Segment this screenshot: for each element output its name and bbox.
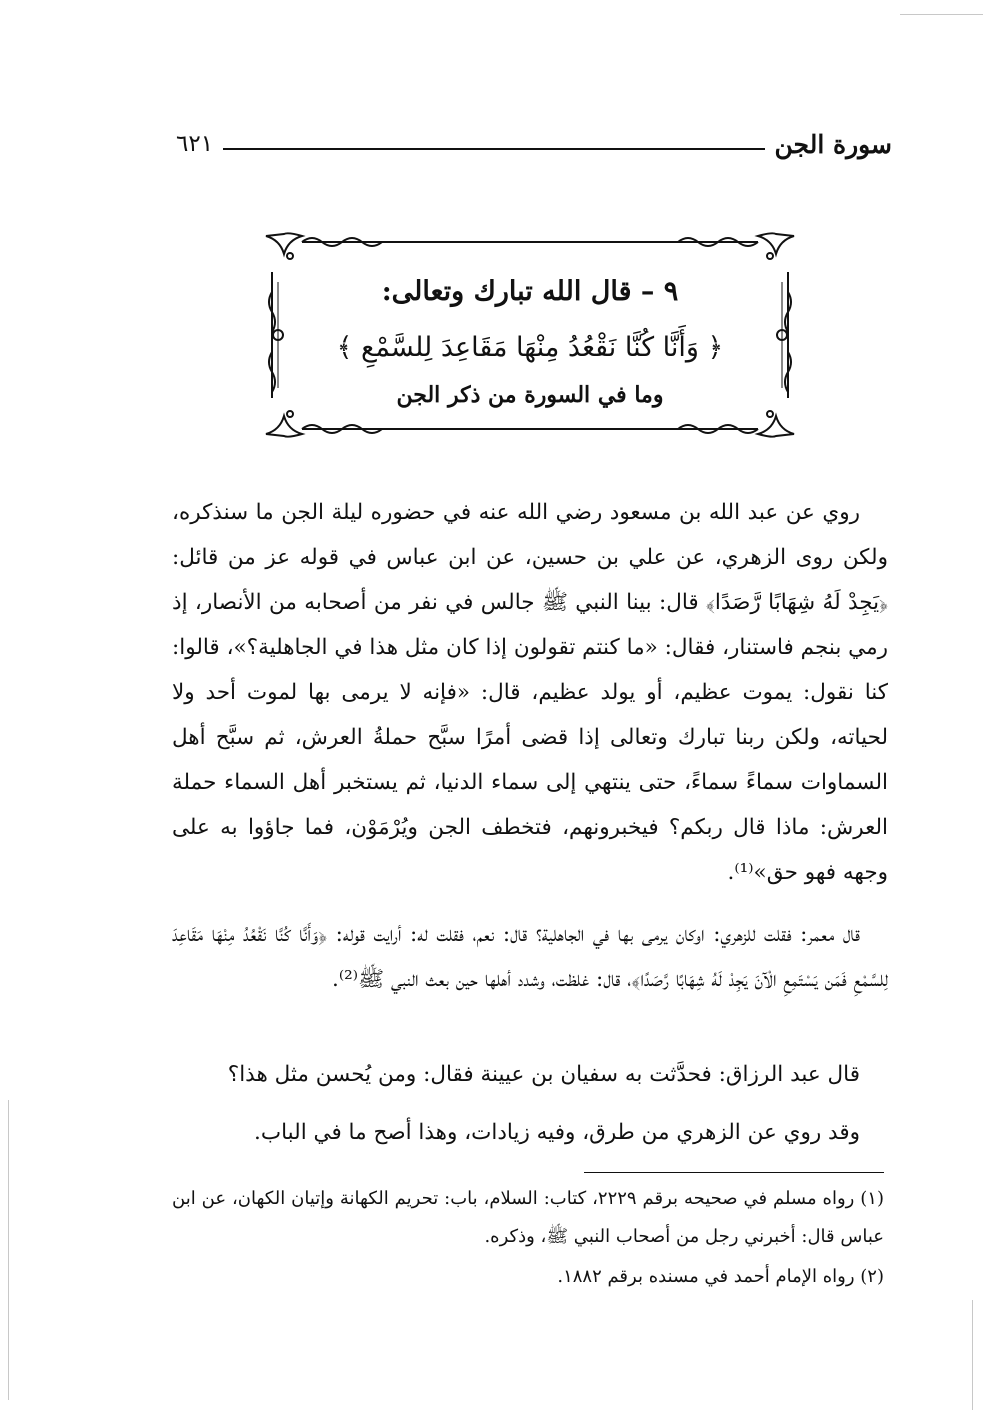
chapter-subheading: وما في السورة من ذكر الجن [396,382,664,408]
page-header [176,124,892,164]
chapter-frame [262,232,798,438]
scan-edge-right [972,1300,973,1410]
body-paragraph-1 [172,490,888,895]
paragraph-text: وقد روي عن الزهري من طرق، وفيه زيادات، وهذا أصح ما في الباب. [254,1120,860,1145]
sura-title: سورة الجن [774,129,892,159]
paragraph-text: قال معمر: فقلت للزهري: اوكان يرمى بها في الجاهلية؟ قال: نعم، فقلت له: أرايت قوله: ﴿وَأَنَّا كُنَّا نَقْعُدُ مِنْهَا مَقَاعِدَ لِلسَّمْعِ فَمَن يَسْتَمِعِ الْآنَ يَجِدْ لَهُ شِهَابًا رَّصَدًا﴾، قال: غلظت، وشدد أهلها حين بعث النبي ﷺ⁽²⁾. [172,922,888,992]
quran-verse: ﴿ وَأَنَّا كُنَّا نَقْعُدُ مِنْهَا مَقَاعِدَ لِلسَّمْعِ ﴾ [336,332,724,363]
scan-edge-left [8,1100,9,1400]
page-number: ٦٢١ [176,131,214,157]
paragraph-text: روي عن عبد الله بن مسعود رضي الله عنه في حضوره ليلة الجن ما سنذكره، ولكن روى الزهري، عن علي بن حسين، عن ابن عباس في قوله عز من قائل: ﴿يَجِدْ لَهُ شِهَابًا رَّصَدًا﴾ قال: بينا النبي ﷺ جالس في نفر من أصحابه من الأنصار، إذ رمي بنجم فاستنار، فقال: «ما كنتم تقولون إذا كان مثل هذا في الجاهلية؟»، قالوا: كنا نقول: يموت عظيم، أو يولد عظيم، قال: «فإنه لا يرمى بها لموت أحد ولا لحياته، ولكن ربنا تبارك وتعالى إذا قضى أمرًا سبَّح حملةُ العرش، ثم سبَّح أهل السماوات سماءً سماءً، حتى ينتهي إلى سماء الدنيا، ثم يستخبر أهل السماء حملة العرش: ماذا قال ربكم؟ فيخبرونهم، فتخطف الجن ويُرْمَوْن، فما جاؤوا به على وجهه فهو حق»⁽¹⁾. [172,500,888,885]
body-paragraph-3 [172,1052,888,1097]
footnote-separator [584,1172,884,1173]
header-rule [223,148,764,150]
chapter-heading: ٩ – قال الله تبارك وتعالى: [381,276,679,307]
footnote-2: (٢) رواه الإمام أحمد في مسنده برقم ١٨٨٢. [557,1266,884,1287]
paragraph-text: قال عبد الرزاق: فحدَّثت به سفيان بن عيينة فقال: ومن يُحسن مثل هذا؟ [227,1062,860,1087]
scan-edge-top [900,14,983,15]
body-paragraph-2 [172,912,888,1002]
footnote-1: (١) رواه مسلم في صحيحه برقم ٢٢٢٩، كتاب: السلام، باب: تحريم الكهانة وإتيان الكهان، عن ابن عباس قال: أخبرني رجل من أصحاب النبي ﷺ، وذكره. [172,1188,884,1247]
frame-text [302,232,758,438]
body-paragraph-4 [172,1110,888,1155]
footnotes [172,1180,884,1296]
